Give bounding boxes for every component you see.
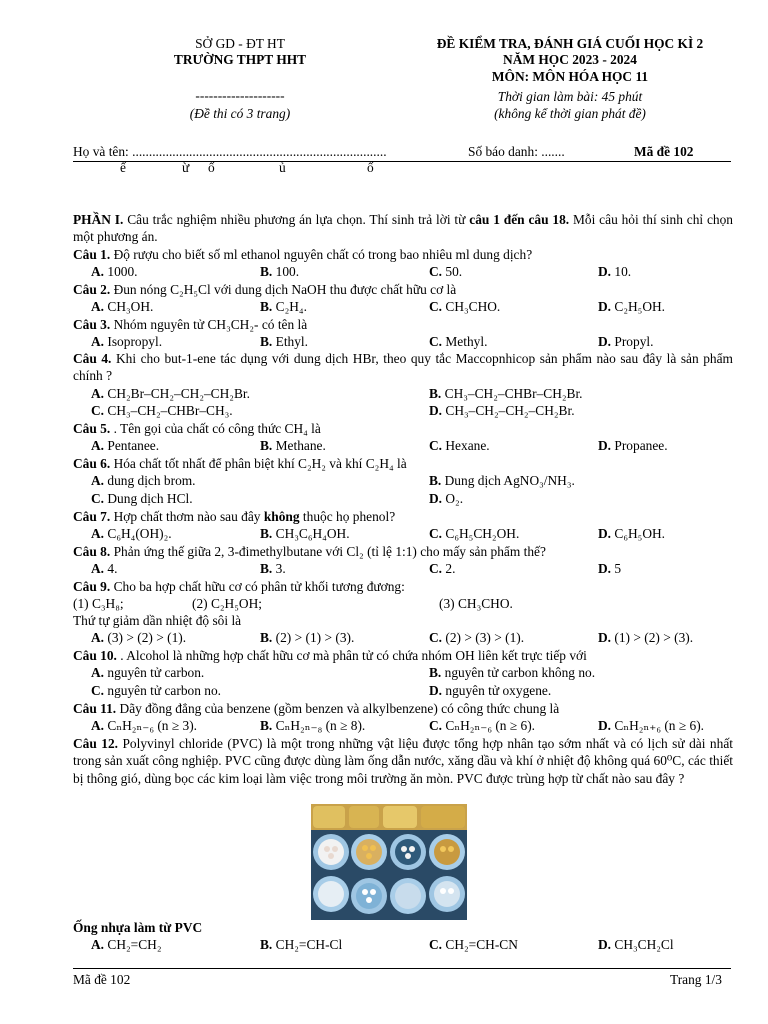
q12-option-b: B. CH₂=CH-Cl [260,937,343,952]
q6-option-c: C. Dung dịch HCl. [91,491,193,506]
time-limit: Thời gian làm bài: 45 phút [497,89,643,104]
pvc-caption: Ống nhựa làm từ PVC [73,920,203,935]
q10-option-b: B. nguyên tử carbon không no. [429,665,596,680]
q2-option-d: D. C₂H₅OH. [598,299,666,314]
q7-option-d: D. C₆H₅OH. [598,526,666,541]
department-name: SỞ GD - ĐT HT [195,36,285,51]
q8-option-c: C. 2. [429,561,456,576]
q11-option-a: A. CₙH₂ₙ₋₆ (n ≥ 3). [91,718,198,733]
q3-option-b: B. Ethyl. [260,334,308,349]
school-name: TRƯỜNG THPT HHT [173,52,307,67]
q10-option-a: A. nguyên tử carbon. [91,665,205,680]
q5-option-d: D. Propanee. [598,438,668,453]
pvc-pipes-illustration [311,804,467,920]
question-8: Câu 8. Phản ứng thế giữa 2, 3-đimethylbutane với Cl₂ (tỉ lệ 1:1) cho mấy sản phẩm thế? [73,544,546,559]
q9-option-c: C. (2) > (3) > (1). [429,630,525,645]
q6-option-a: A. dung dịch brom. [91,473,196,488]
q1-option-b: B. 100. [260,264,300,279]
q7-option-a: A. C₆H₄(OH)₂. [91,526,172,541]
q4-option-c: C. CH₃–CH₂–CHBr–CH₃. [91,403,233,418]
pvc-pipes-photo [311,804,467,920]
footer-page-number: Trang 1/3 [670,972,722,987]
q3-option-a: A. Isopropyl. [91,334,163,349]
q3-option-c: C. Methyl. [429,334,488,349]
question-4: Câu 4. Khi cho but-1-ene tác dụng với dung dịch HBr, theo quy tắc Maccopnhicop sản phẩm nào sau đây là sản phẩm chính ? [73,351,733,384]
header-dashes: -------------------- [195,88,285,103]
q9-option-a: A. (3) > (2) > (1). [91,630,187,645]
q5-option-b: B. Methane. [260,438,326,453]
school-year: NĂM HỌC 2023 - 2024 [503,52,637,67]
student-name-field: Họ và tên: ............................................................................ [73,144,387,159]
q11-option-d: D. CₙH₂ₙ₊₆ (n ≥ 6). [598,718,705,733]
q6-option-d: D. O₂. [429,491,464,506]
q1-option-d: D. 10. [598,264,632,279]
q1-option-a: A. 1000. [91,264,138,279]
q2-option-c: C. CH₃CHO. [429,299,501,314]
question-1: Câu 1. Độ rượu cho biết số ml ethanol nguyên chất có trong bao nhiêu ml dung dịch? [73,247,533,262]
q9-item-3: (3) CH₃CHO. [439,596,513,611]
question-7: Câu 7. Hợp chất thơm nào sau đây không thuộc họ phenol? [73,509,396,524]
q8-option-b: B. 3. [260,561,286,576]
q12-option-d: D. CH₃CH₂Cl [598,937,674,952]
q9-option-d: D. (1) > (2) > (3). [598,630,694,645]
stray-mark: ố [367,160,374,175]
q11-option-c: C. CₙH₂ₙ₋₆ (n ≥ 6). [429,718,536,733]
q7-option-b: B. CH₃C₆H₄OH. [260,526,350,541]
question-12: Câu 12. Polyvinyl chloride (PVC) là một trong những vật liệu được tổng hợp nhân tạo sớm nhất và có lịch sử dài nhất trong sản xuất công nghiệp. PVC cũng được dùng làm ống dẫn nước, xăng dầu và khí ở nhiệt độ không quá 60⁰C, các thiết bị thông gió, dùng bọc các kim loại làm việc trong môi trường ăn mòn. PVC được trùng hợp từ chất nào sau đây ? [73,736,733,786]
q4-option-d: D. CH₃–CH₂–CH₂–CH₂Br. [429,403,575,418]
q12-option-a: A. CH₂=CH₂ [91,937,162,952]
q5-option-a: A. Pentanee. [91,438,160,453]
q9-option-b: B. (2) > (1) > (3). [260,630,355,645]
footer-exam-code: Mã đề 102 [73,972,131,987]
stray-mark: ế [120,160,126,175]
header-rule [73,161,731,162]
question-10: Câu 10. . Alcohol là những hợp chất hữu cơ mà phân tử có chứa nhóm OH liên kết trực tiếp với [73,648,587,663]
q8-option-a: A. 4. [91,561,118,576]
exam-title: ĐỀ KIỂM TRA, ĐÁNH GIÁ CUỐI HỌC KÌ 2 [436,36,704,51]
question-9: Câu 9. Cho ba hợp chất hữu cơ có phân tử khối tương đương: [73,579,405,594]
q8-option-d: D. 5 [598,561,622,576]
question-6: Câu 6. Hóa chất tốt nhất để phân biệt khí C₂H₂ và khí C₂H₄ là [73,456,407,471]
q9-item-2: (2) C₂H₅OH; [192,596,262,611]
q4-option-b: B. CH₃–CH₂–CHBr–CH₂Br. [429,386,583,401]
q12-option-c: C. CH₂=CH-CN [429,937,518,952]
q11-option-b: B. CₙH₂ₙ₋₈ (n ≥ 8). [260,718,366,733]
q3-option-d: D. Propyl. [598,334,654,349]
question-11: Câu 11. Dãy đồng đẳng của benzene (gồm benzen và alkylbenzene) có công thức chung là [73,701,560,716]
q10-option-c: C. nguyên tử carbon no. [91,683,222,698]
question-5: Câu 5. . Tên gọi của chất có công thức CH₄ là [73,421,321,436]
q2-option-a: A. CH₃OH. [91,299,154,314]
stray-mark: ừ [182,160,190,175]
stray-mark: ủ [279,160,286,175]
question-2: Câu 2. Đun nóng C₂H₅Cl với dung dịch NaOH thu được chất hữu cơ là [73,282,457,297]
q9-order-prompt: Thứ tự giảm dần nhiệt độ sôi là [73,613,242,628]
q5-option-c: C. Hexane. [429,438,490,453]
part1-heading: PHẦN I. [73,212,124,227]
time-note: (không kể thời gian phát đề) [494,106,646,121]
stray-mark: ố [208,160,215,175]
q7-option-c: C. C₆H₅CH₂OH. [429,526,520,541]
q9-item-1: (1) C₃H₈; [73,596,124,611]
part1-intro: PHẦN I. Câu trắc nghiệm nhiều phương án lựa chọn. Thí sinh trả lời từ câu 1 đến câu 18. Mỗi câu hỏi thí sinh chỉ chọn một phương án. [73,212,733,245]
exam-code: Mã đề 102 [634,144,694,159]
q10-option-d: D. nguyên tử oxygene. [429,683,552,698]
student-id-field: Số báo danh: ....... [468,144,565,159]
q6-option-b: B. Dung dịch AgNO₃/NH₃. [429,473,575,488]
q4-option-a: A. CH₂Br–CH₂–CH₂–CH₂Br. [91,386,250,401]
q2-option-b: B. C₂H₄. [260,299,307,314]
q1-option-c: C. 50. [429,264,463,279]
footer-rule [73,968,731,969]
pages-note: (Đề thi có 3 trang) [189,106,291,121]
subject: MÔN: MÔN HÓA HỌC 11 [491,69,649,84]
question-3: Câu 3. Nhóm nguyên tử CH₃CH₂- có tên là [73,317,308,332]
